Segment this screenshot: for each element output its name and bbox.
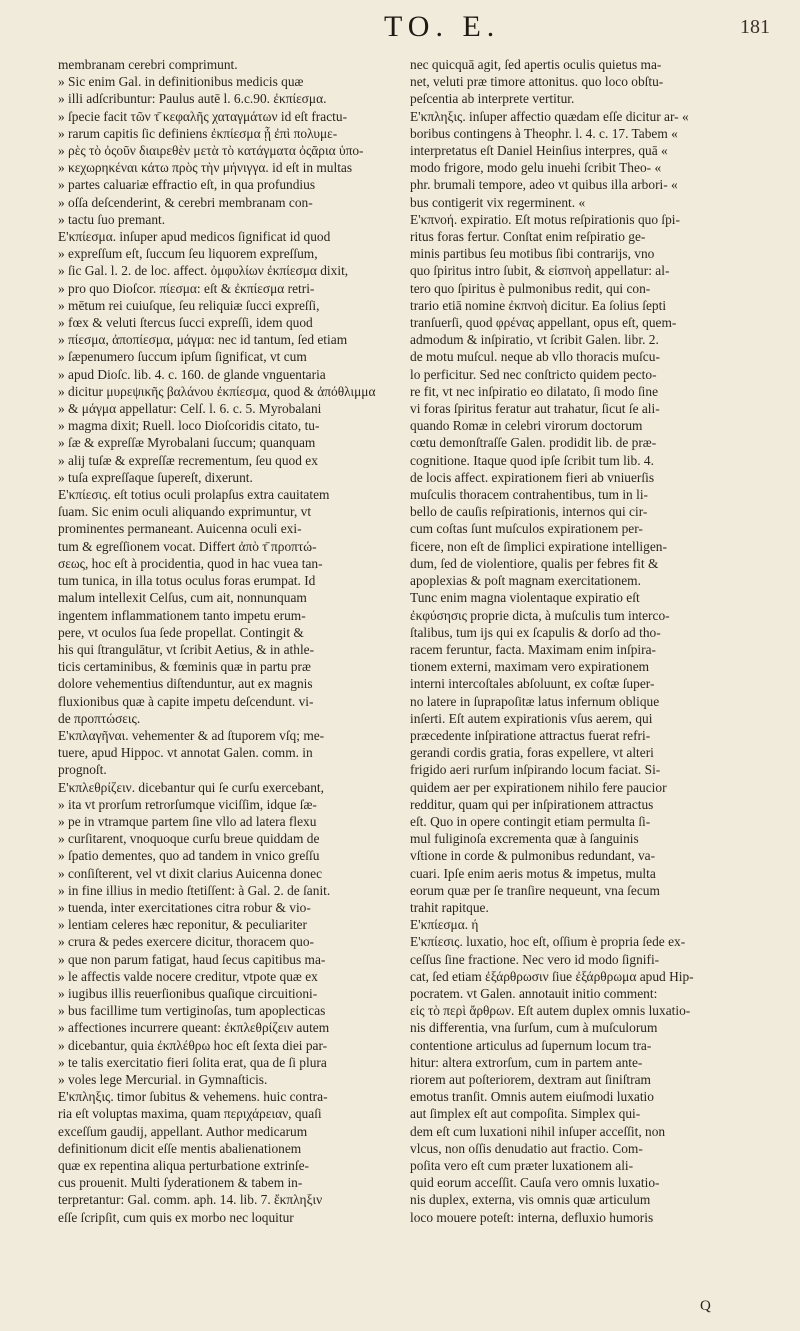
- text-line: cuari. Ipſe enim aeris motus & impetus, multa: [410, 865, 656, 881]
- text-line: » tuſa expreſſaque ſupereſt, dixerunt.: [58, 469, 253, 485]
- text-line: quidem aer per expirationem nihilo fere paucior: [410, 779, 667, 795]
- text-line: tuere, apud Hippoc. vt annotat Galen. comm. in: [58, 745, 313, 761]
- text-line: eorum quæ per ſe tranſire nequeunt, vna ſecum: [410, 882, 660, 898]
- left-text-column: [58, 56, 388, 1226]
- text-line: » dicebantur, quia ἐκπλέθρω hoc eſt ſexta diei par-: [58, 1037, 328, 1053]
- right-text-column: [410, 56, 740, 1226]
- text-line: vlcus, non oſſis denudatio aut fractio. Com-: [410, 1140, 643, 1156]
- text-line: » ſæ & expreſſæ Myrobalani ſuccum; quanquam: [58, 435, 316, 451]
- text-line: fluxionibus quæ à capite impetu deſcendunt. vi-: [58, 693, 314, 709]
- text-line: de προπτώσεις.: [58, 710, 141, 726]
- text-line: ria eſt voluptas maxima, quam περιχάρειαν, quaſi: [58, 1106, 322, 1122]
- text-line: ingentem inflammationem tanto impetu erum-: [58, 607, 306, 623]
- text-line: » Sic enim Gal. in definitionibus medicis quæ: [58, 74, 304, 90]
- text-line: quando Romæ in celebri virorum doctorum: [410, 418, 643, 434]
- text-line: » in fine illius in medio ſtetiſſent: à Gal. 2. de ſanit.: [58, 882, 331, 898]
- text-line: E'κπλαγῆναι. vehementer & ad ſtuporem vſq; me-: [58, 727, 325, 743]
- text-line: » πίεσμα, ἀποπίεσμα, μάγμα: nec id tantum, ſed etiam: [58, 332, 348, 348]
- text-line: tranſuerſi, quod φρένας appellant, opus eſt, quem-: [410, 315, 677, 331]
- text-line: E'κπληξις. timor ſubitus & vehemens. huic contra-: [58, 1089, 328, 1105]
- text-line: bus contigerit vix regerminent. «: [410, 194, 586, 210]
- text-line: ceſſus ſine fractione. Nec vero id modo ſignifi-: [410, 951, 660, 967]
- text-line: » mētum rei cuiuſque, ſeu reliquiæ ſucci expreſſi,: [58, 297, 320, 313]
- text-line: emotus tranſit. Omnis autem eiuſmodi luxatio: [410, 1089, 654, 1105]
- text-line: modo frigore, modo gelu inuehi ſcribit Theo- «: [410, 160, 662, 176]
- text-line: membranam cerebri comprimunt.: [58, 57, 238, 72]
- text-line: ſtalibus, tum ijs qui ex ſcapulis & dorſo ad tho-: [410, 624, 661, 640]
- text-line: no latere in ſuprapoſitæ latus infernum oblique: [410, 693, 660, 709]
- text-line: aut ſimplex eſt aut compoſita. Simplex qui-: [410, 1106, 641, 1122]
- text-line: peſcentia ab interprete vertitur.: [410, 91, 575, 107]
- text-line: » dicitur μυρεψικῆς βαλάνου ἐκπίεσμα, quod & ἀπόθλιμμα: [58, 383, 376, 399]
- text-line: exceſſum gaudij, appellant. Author medicarum: [58, 1123, 308, 1139]
- text-line: eſſe ſcripſit, cum quis ex morbo nec loquitur: [58, 1209, 294, 1225]
- text-line: muſculis thoracem contrahentibus, tum in li-: [410, 487, 649, 503]
- text-line: quo ſpiritus intro ſubit, & εἰσπνοὴ appellatur: al-: [410, 263, 670, 279]
- text-line: prominentes permaneant. Auicenna oculi exi-: [58, 521, 302, 537]
- text-line: » illi adſcribuntur: Paulus autē l. 6.c.90. ἐκπίεσμα.: [58, 91, 327, 107]
- text-line: apoplexias & poſt magnam exercitationem.: [410, 573, 641, 589]
- text-line: E'κπίεσμα. inſuper apud medicos ſignificat id quod: [58, 229, 331, 245]
- text-line: nis duplex, externa, vis omnis quæ articulum: [410, 1192, 651, 1208]
- text-line: tero quo ſpiritus è pulmonibus redit, qui con-: [410, 280, 651, 296]
- text-line: cœtu demonſtraſſe Galen. prodidit lib. de præ-: [410, 435, 657, 451]
- text-line: quæ ex repentina aliqua perturbatione extrinſe-: [58, 1158, 309, 1173]
- text-line: interpretatus eſt Daniel Heinſius interpres, quā «: [410, 143, 668, 159]
- text-line: mul fuliginoſa excrementa quæ à ſanguinis: [410, 831, 639, 847]
- text-line: re fit, vt nec inſpiratio eo dilatato, ſi modo ſine: [410, 383, 659, 399]
- text-line: » tuenda, inter exercitationes citra robur & vio-: [58, 899, 311, 915]
- text-line: frigido aeri rurſum inſpirando locum faciat. Si-: [410, 762, 661, 778]
- text-line: minis partibus ſeu motibus ſibi contrarijs, vno: [410, 246, 655, 262]
- text-line: » alij tuſæ & expreſſæ recrementum, ſeu quod ex: [58, 452, 318, 468]
- text-line: E'κπίεσμα. ή: [410, 917, 479, 933]
- text-line: nec quicquā agit, ſed apertis oculis quietus ma-: [410, 57, 662, 72]
- text-line: dum, ſed de violentiore, qualis per febres fit &: [410, 555, 659, 571]
- text-line: » te talis exercitatio fieri ſolita erat, qua de ſi plura: [58, 1054, 327, 1070]
- text-line: E'κπλεθρίζειν. dicebantur qui ſe curſu exercebant,: [58, 779, 324, 795]
- text-line: racem feruntur, facta. Maximam enim inſpira-: [410, 641, 656, 657]
- text-line: » tactu ſuo premant.: [58, 211, 166, 227]
- text-line: phr. brumali tempore, adeo vt quibus illa arbori- «: [410, 177, 678, 193]
- page-number: 181: [740, 16, 770, 38]
- text-line: poſita vero eſt cum præter luxationem ali-: [410, 1158, 634, 1173]
- text-line: net, veluti præ timore attonitus. quo loco obſtu-: [410, 74, 664, 90]
- text-line: » rarum capitis ſic definiens ἐκπίεσμα ᾗ ἐπὶ πολυμε-: [58, 125, 338, 141]
- text-line: prognoſt.: [58, 762, 107, 778]
- text-line: admodum & inſpiratio, vt ſcribit Galen. libr. 2.: [410, 332, 659, 348]
- text-line: » ρὲς τὸ ὀςοῦν διαιρεθὲν μετὰ τὸ κατάγματα ὀςᾶρια ὑπο-: [58, 143, 364, 159]
- text-line: cum coſtas ſunt muſculos expirationem per-: [410, 521, 643, 537]
- text-line: » & μάγμα appellatur: Celſ. l. 6. c. 5. Myrobalani: [58, 401, 322, 417]
- text-line: » ſæpenumero ſuccum ipſum ſignificat, vt cum: [58, 349, 307, 365]
- text-line: εἰς τὸ περὶ ἄρθρων. Eſt autem duplex omnis luxatio-: [410, 1003, 691, 1019]
- text-line: ticis certaminibus, & fœminis quæ in partu præ: [58, 659, 311, 675]
- text-line: lo perficitur. Sed nec conſtricto quidem pecto-: [410, 366, 657, 382]
- text-line: inſerti. Eſt autem expirationis vſus aerem, qui: [410, 710, 653, 726]
- text-line: ἐκφύσησις proprie dicta, à muſculis tum interco-: [410, 607, 670, 623]
- text-line: » curſitarent, vnoquoque curſu breue quiddam de: [58, 831, 320, 847]
- text-line: » partes caluariæ effractio eſt, in qua profundius: [58, 177, 316, 193]
- text-line: » voles lege Mercurial. in Gymnaſticis.: [58, 1071, 268, 1087]
- text-line: » pe in vtramque partem ſine vllo ad latera flexu: [58, 813, 317, 829]
- text-line: ritus foras fertur. Conſtat enim reſpiratio ge-: [410, 229, 646, 245]
- text-line: » fœx & veluti ſtercus ſucci expreſſi, idem quod: [58, 315, 313, 331]
- text-line: nis differentia, vna ſurſum, cum à muſculorum: [410, 1020, 658, 1036]
- text-line: » bus facillime tum vertiginoſas, tum apoplecticas: [58, 1003, 326, 1019]
- text-line: ficere, non eſt de ſimplici expiratione intelligen-: [410, 538, 667, 554]
- text-line: dolore vehementius diſtenduntur, aut ex magnis: [58, 676, 313, 692]
- text-line: redditur, quam qui per inſpirationem attractus: [410, 796, 654, 812]
- text-line: » ita vt prorſum retrorſumque viciſſim, idque ſæ-: [58, 796, 317, 812]
- text-line: » que non parum fatigat, haud ſecus capitibus ma-: [58, 951, 326, 967]
- text-line: his qui ſtrangulātur, vt ſcribit Aetius, & in athle-: [58, 641, 315, 657]
- text-line: » magma dixit; Ruell. loco Dioſcoridis citato, tu-: [58, 418, 320, 434]
- text-line: præcedente inſpiratione attractus fuerat refri-: [410, 727, 651, 743]
- text-line: riorem aut poſteriorem, dextram aut ſiniſtram: [410, 1071, 651, 1087]
- text-line: E'κπληξις. inſuper affectio quædam eſſe dicitur ar- «: [410, 108, 689, 124]
- text-line: cus prouenit. Multi ſyderationem & tabem in-: [58, 1175, 303, 1191]
- page-header: [0, 6, 800, 46]
- text-line: E'κπίεσις. luxatio, hoc eſt, oſſium è propria ſede ex-: [410, 934, 686, 950]
- text-line: » oſſa deſcenderint, & cerebri membranam con-: [58, 194, 313, 210]
- text-line: de motu muſcul. neque ab vllo thoracis muſcu-: [410, 349, 660, 365]
- signature-mark: Q: [700, 1298, 711, 1314]
- text-line: vſtione in corde & pulmonibus redundant, va-: [410, 848, 656, 864]
- text-line: eſt. Quo in opere contingit etiam permulta ſi-: [410, 813, 651, 829]
- text-line: definitionum dicit eſſe mentis abalienationem: [58, 1140, 302, 1156]
- text-line: » ſpatio dementes, quo ad tandem in vnico greſſu: [58, 848, 320, 864]
- text-line: dem eſt cum luxationi nihil inſuper acceſſit, non: [410, 1123, 666, 1139]
- text-line: E'κπνοή. expiratio. Eſt motus reſpirationis quo ſpi-: [410, 211, 680, 227]
- text-line: vi foras ſpiritus feratur aut trahatur, ſicut ſe ali-: [410, 401, 660, 417]
- text-line: cognitione. Itaque quod ipſe ſcribit tum lib. 4.: [410, 452, 654, 468]
- text-line: tum & egreſſionem vocat. Differt ἀπὸ τ̄ προπτώ-: [58, 538, 317, 554]
- text-line: malum intellexit Celſus, cum ait, nonnunquam: [58, 590, 307, 606]
- text-line: E'κπίεσις. eſt totius oculi prolapſus extra cauitatem: [58, 487, 330, 503]
- text-line: terpretantur: Gal. comm. aph. 14. lib. 7. ἔκπληξιν: [58, 1192, 323, 1208]
- text-line: contentione articulus ad ſupernum locum tra-: [410, 1037, 652, 1053]
- text-line: » lentiam celeres hæc reponitur, & peculiariter: [58, 917, 307, 933]
- text-line: » affectiones incurrere queant: ἐκπλεθρίζειν autem: [58, 1020, 330, 1036]
- text-line: de locis affect. expirationem fieri ab vniuerſis: [410, 469, 655, 485]
- text-line: hitur: altera extrorſum, cum in partem ante-: [410, 1054, 643, 1070]
- text-line: tionem externi, maximam vero expirationem: [410, 659, 650, 675]
- text-line: » apud Dioſc. lib. 4. c. 160. de glande vnguentaria: [58, 366, 326, 382]
- text-line: pere, vt oculos ſua ſede propellat. Contingit &: [58, 624, 304, 640]
- text-line: ſuam. Sic enim oculi aliquando exprimuntur, vt: [58, 504, 312, 520]
- text-line: Tunc enim magna violentaque expiratio eſt: [410, 590, 640, 606]
- text-line: tum tunica, in illa totus oculus foras erumpat. Id: [58, 573, 316, 589]
- text-line: trario etiā nomine ἐκπνοὴ dicitur. Ea ſolius ſepti: [410, 297, 667, 313]
- text-line: » conſiſterent, vel vt dixit clarius Auicenna donec: [58, 865, 323, 881]
- text-line: » ſic Gal. l. 2. de loc. affect. ὀμφυλίων ἐκπίεσμα dixit,: [58, 263, 349, 279]
- text-line: pocratem. vt Galen. annotauit initio comment:: [410, 985, 658, 1001]
- text-line: bello de cauſis reſpirationis, internos qui cir-: [410, 504, 648, 520]
- text-line: gerandi cordis gratia, foras expellere, vt alteri: [410, 745, 654, 761]
- text-line: σεως, hoc eſt à procidentia, quod in hac vuea tan-: [58, 555, 323, 571]
- running-head: TO. E.: [384, 10, 501, 43]
- text-line: » le affectis valde nocere creditur, vtpote quæ ex: [58, 968, 318, 984]
- text-line: boribus contingens à Theophr. l. 4. c. 17. Tabem «: [410, 125, 678, 141]
- text-line: » ſpecie facit τῶν τ̄ κεφαλῆς χαταγμάτων id eſt fractu-: [58, 108, 348, 124]
- text-line: » expreſſum eſt, ſuccum ſeu liquorem expreſſum,: [58, 246, 318, 262]
- text-line: » crura & pedes exercere dicitur, thoracem quo-: [58, 934, 314, 950]
- text-line: trahit rapitque.: [410, 899, 489, 915]
- text-line: quid eorum acceſſit. Cauſa vero omnis luxatio-: [410, 1175, 660, 1191]
- text-line: cat, ſed etiam ἐξάρθρωσιν ſiue ἐξάρθρωμα apud Hip-: [410, 968, 694, 984]
- text-line: » κεχωρηκέναι κάτω πρὸς τὴν μήνιγγα. id eſt in multas: [58, 160, 353, 176]
- text-line: loco mouere poteſt: interna, defluxio humoris: [410, 1209, 654, 1225]
- text-line: » iugibus illis reuerſionibus quaſique circuitioni-: [58, 985, 318, 1001]
- text-line: » pro quo Dioſcor. πίεσμα: eſt & ἐκπίεσμα retri-: [58, 280, 315, 296]
- text-line: interni intercoſtales abſoluunt, ex coſtæ ſuper-: [410, 676, 655, 692]
